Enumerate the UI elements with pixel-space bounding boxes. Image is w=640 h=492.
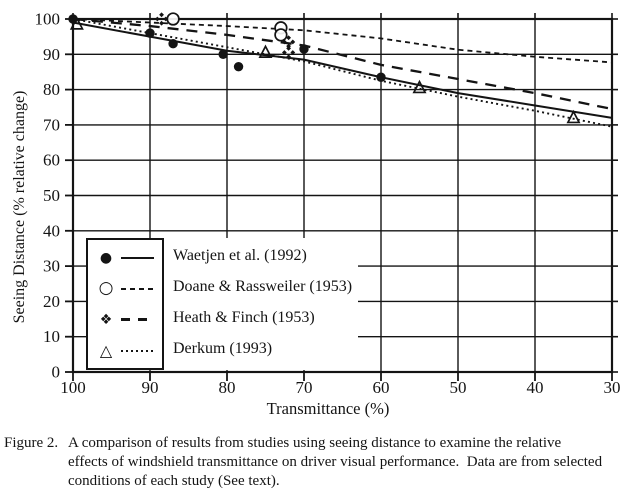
y-tick-label: 40 — [43, 221, 60, 241]
legend-marker-box — [86, 238, 164, 370]
filled-circle-icon: ● — [99, 249, 113, 266]
y-tick-label: 70 — [43, 115, 60, 135]
y-tick-label: 10 — [43, 327, 60, 347]
open-circle-marker — [275, 29, 287, 41]
trend-line-solid — [73, 23, 612, 118]
caption-label: Figure 2. — [4, 435, 59, 451]
filled-circle-marker — [168, 39, 177, 48]
legend-item — [98, 335, 162, 366]
x-tick-label: 40 — [526, 378, 544, 397]
legend-item — [98, 273, 162, 304]
chart-legend — [86, 238, 358, 370]
caption-line: conditions of each study (See text). — [68, 473, 280, 489]
x-tick-label: 30 — [603, 378, 621, 397]
four-diamond-marker — [155, 17, 160, 22]
caption-line: effects of windshield transmittance on driver visual performance. Data are from selected — [68, 454, 603, 470]
y-tick-label: 50 — [43, 186, 60, 205]
legend-item — [98, 242, 162, 273]
four-diamond-marker — [159, 12, 164, 17]
y-axis-title: Seeing Distance (% relative change) — [11, 90, 28, 324]
legend-item-label: Derkum (1993) — [173, 339, 273, 357]
x-tick-label: 90 — [141, 378, 159, 397]
legend-labels — [164, 238, 358, 370]
caption-body — [68, 434, 640, 491]
legend-item-label: Waetjen et al. (1992) — [173, 246, 307, 264]
legend-item — [98, 304, 162, 335]
x-axis-title: Transmittance (%) — [266, 399, 390, 418]
open-triangle-icon: △ — [99, 340, 113, 360]
open-circle-marker — [167, 13, 179, 25]
x-tick-label: 80 — [218, 378, 236, 397]
filled-circle-marker — [234, 62, 243, 71]
solid-line-sample — [121, 257, 154, 259]
x-tick-label: 70 — [295, 378, 313, 397]
y-tick-label: 20 — [43, 291, 60, 311]
long-dash-line-sample — [121, 318, 154, 321]
filled-circle-marker — [145, 28, 154, 37]
x-tick-label: 50 — [449, 378, 467, 397]
y-tick-label: 0 — [51, 362, 60, 382]
x-tick-label: 60 — [372, 378, 390, 397]
y-tick-label: 100 — [34, 9, 60, 29]
short-dash-line-sample — [121, 288, 154, 290]
legend-item-label: Doane & Rassweiler (1953) — [173, 277, 353, 295]
legend-item-label: Heath & Finch (1953) — [173, 308, 315, 326]
open-circle-icon: ○ — [98, 278, 114, 298]
figure-caption — [4, 434, 640, 491]
filled-circle-marker — [376, 73, 385, 82]
y-tick-label: 80 — [43, 80, 60, 100]
four-diamond-icon: ❖ — [99, 311, 113, 328]
y-tick-label: 90 — [43, 44, 60, 64]
filled-circle-marker — [299, 44, 308, 53]
dotted-line-sample — [121, 350, 154, 352]
caption-line: A comparison of results from studies using seeing distance to examine the relative — [68, 435, 562, 451]
y-tick-label: 30 — [43, 256, 60, 276]
filled-circle-marker — [218, 50, 227, 59]
y-tick-label: 60 — [43, 150, 60, 170]
four-diamond-marker — [159, 21, 164, 26]
x-tick-label: 100 — [60, 378, 86, 397]
